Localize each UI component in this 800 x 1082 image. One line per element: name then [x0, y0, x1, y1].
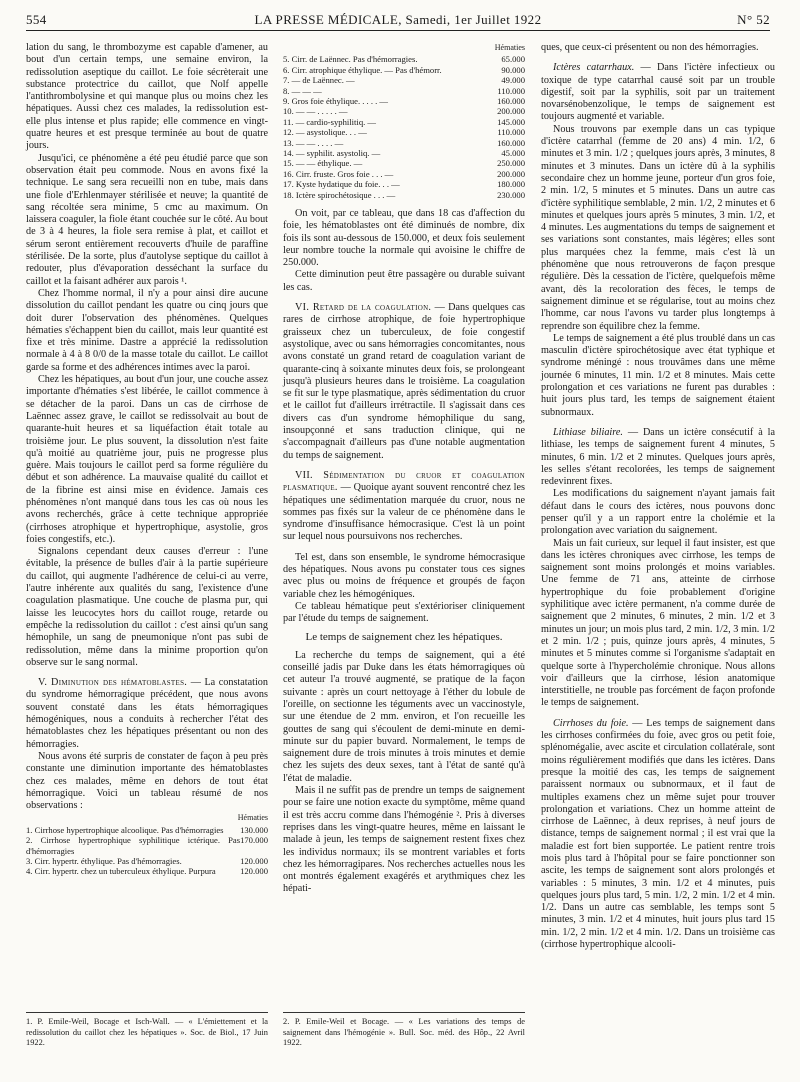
table-cell-value: 110.000 — [497, 127, 525, 138]
table-row — [283, 179, 525, 189]
paragraph-title: Lithiase biliaire. — [553, 426, 623, 438]
table-cell-label: 11. — cardio-syphilitiq. — — [283, 116, 377, 127]
table-cell-value: 49.000 — [501, 75, 525, 86]
table-cell-label: 7. — de Laënnec. — — [283, 75, 355, 86]
table-cell-label: 6. Cirr. atrophique éthylique. — Pas d'hémorr. — [283, 64, 442, 75]
table-cell-value: 130.000 — [240, 824, 268, 835]
table-row — [283, 106, 525, 116]
paragraph: Mais il ne suffit pas de prendre un temps de saignement pour se faire une notion exacte du symptôme, même quand il est très accru comme dans l'hémogénie ². Pris à diverses reprises dans les vingt-quatre heures, même en laissant le malade à jeun, les temps de saignement restent fixes chez les individus normaux; ils se montrent variables et forts chez les hémorragipares. Nos recherches actuelles nous les ont montrés également exagérés et arythmiques chez les hépati- — [283, 785, 525, 895]
paragraph: lation du sang, le thrombozyme est capable d'amener, au bout d'un certain temps, une semaine environ, la redissolution aseptique du caillot. Le foie sécrèterait une substance protectrice du caillot, que Nolf appelle l'antithrombolysine et qui manque plus ou moins chez les hépatiques. Aussi chez ces malades, la redissolution est-elle plus intense et plus rapide; elle commence en vingt-quatre heures et est presque terminée au bout de quatre jours. — [26, 42, 268, 152]
hematoblast-table — [26, 825, 268, 877]
table-cell-label: 8. — — — — [283, 85, 322, 96]
paragraph: Ce tableau hématique peut s'extérioriser cliniquement par l'étude du temps de saignement. — [283, 600, 525, 625]
table-cell-label: 4. Cirr. hypertr. chez un tuberculeux éthylique. Purpura — [26, 866, 216, 877]
paragraph: On voit, par ce tableau, que dans 18 cas d'affection du foie, les hématoblastes ont été diminués de nombre, dix fois ils sont au-dessous de 150.000, et deux fois seulement leur nombre touche la normale qui avoisine le chiffre de 250.000. — [283, 207, 525, 269]
table-cell-label: 17. Kyste hydatique du foie. . . — — [283, 179, 400, 190]
table-cell-label: 16. Cirr. fruste. Gros foie . . . — — [283, 168, 394, 179]
section-paragraph — [283, 302, 525, 462]
footnote: 1. P. Emile-Weil, Bocage et Isch-Wall. — « L'émiettement et la redissolution du caillot chez les hépatiques ». Soc. de Biol., 17 Juin 1922. — [26, 1017, 268, 1047]
table-cell-label: 10. — — . . . . . — — [283, 106, 348, 117]
paragraph — [541, 718, 775, 952]
table-row — [283, 86, 525, 96]
section-title: VI. Retard de la coagulation. — [295, 302, 432, 314]
paragraph: Nous avons été surpris de constater de façon à peu près constante une diminution importante des hématoblastes chez ces malades, même en dehors de tout état hémorragique. Voici un tableau résumé de nos observations : — [26, 750, 268, 812]
paragraph: Cette diminution peut être passagère ou durable suivant les cas. — [283, 269, 525, 293]
paragraph — [541, 427, 775, 488]
paragraph: Chez l'homme normal, il n'y a pour ainsi dire aucune dissolution du caillot pendant les quatre ou cinq jours que doit durer l'observation des phénomènes. Quelques hématies s'échappent bien du caillot, mais leur quantité est fixe et très minime. Dastre a apprécié la redissolution normale à 4 à 8 0/0 de la masse totale du caillot. Le caillot garde sa forme et des adhérences intimes avec la paroi. — [26, 287, 268, 373]
page-number: 554 — [26, 12, 47, 27]
section-text: — Dans quelques cas rares de cirrhose atrophique, de foie hypertrophique graisseux chez un tuberculeux, de foie congestif asystolique, avec ou sans hémorragies concomitantes, nous avons constaté un grand retard de coagulation variant de quarante-cinq à soixante minutes deux fois, se prolongeant jusqu'à plusieurs heures dans le troisième. La coagulation se fit sur le type plasmatique, après sédimentation du cruor et le caillot fut d'ailleurs irrétractile. Il s'agissait dans ces divers cas d'un syndrome hémophilique du sang, insoupçonné et sans traduction clinique, qui ne s'accompagnait d'ailleurs pas d'une notable augmentation du temps de saignement. — [283, 302, 525, 461]
section-title: V. Diminution des hématoblastes. — [38, 677, 188, 689]
paragraph: Tel est, dans son ensemble, le syndrome hémocrasique des hépatiques. Nous avons pu constater tous ces signes avec plus ou moins de fréquence et groupés de façon variable chez les hémogéniques. — [283, 551, 525, 600]
hematoblast-table-continued — [283, 54, 525, 200]
table-row — [283, 148, 525, 158]
header-rule — [26, 30, 770, 31]
table-cell-value: 90.000 — [501, 64, 525, 75]
table-cell-label: 3. Cirr. hypertr. éthylique. Pas d'hémorragies. — [26, 855, 182, 866]
table-row — [26, 825, 268, 835]
table-cell-value: 230.000 — [497, 189, 525, 200]
table-cell-value: 250.000 — [497, 158, 525, 169]
section-paragraph — [26, 677, 268, 751]
table-row — [283, 54, 525, 64]
table-row — [283, 158, 525, 168]
publication-title: LA PRESSE MÉDICALE, Samedi, 1er Juillet 1922 — [254, 12, 542, 27]
issue-number: N° 52 — [737, 12, 770, 27]
table-cell-label: 9. Gros foie éthylique. . . . . — — [283, 95, 389, 106]
footnote-1-box — [26, 1006, 268, 1048]
paragraph: Jusqu'ici, ce phénomène a été peu étudié parce que son observation était peu commode. Nous en avons fixé la technique. Le sang sera recueilli non en tube, mais dans une fiole d'Erhlenmayer stérilisée et neuve; la quantité de sang récoltée sera minime, 5 cmc au maximum. On laissera coaguler, la fiole étant couchée sur le côté. Au bout de 3 à 4 heures, la fiole sera remise à plat, et caillot et sérum seront entièrement recouverts d'huile de paraffine stérilisée. De la sorte, plus d'autolyse septique du caillot à redouter, plus d'évaporation desséchant la surface du caillot et la faisant adhérer aux parois ¹. — [26, 152, 268, 287]
table-cell-value: 200.000 — [497, 168, 525, 179]
table-row — [26, 856, 268, 866]
table-cell-label: 1. Cirrhose hypertrophique alcoolique. Pas d'hémorragies — [26, 824, 224, 835]
paragraph: Mais un fait curieux, sur lequel il faut insister, est que dans les ictères chroniques avec cirrhose, les temps de saignement sont moins prolongés et moins variables. Une femme de 71 ans, atteinte de cirrhose hypertrophique du foie probablement d'origine syphilitique avec ictère permanent, n'a comme durée de saignement que 2 minutes, 6 minutes, 2 min. 1/2 et 3 minutes un jour; un mois plus tard, 2 min. 1/2, 3 min. 1/2 et 2 min. 1/2 ; puis, quinze jours après, 4 minutes, 5 minutes et 5 minutes comme si l'organisme s'adaptait en quelque sorte à l'hypercholémie chronique. Nous allons voir d'ailleurs que la cirrhose, lésion anatomique interstitielle, ne trouble pas forcément de façon profonde le temps de saignement. — [541, 537, 775, 709]
table-row — [283, 169, 525, 179]
table-cell-label: 2. Cirrhose hypertrophique syphilitique ictérique. Pas d'hémorragies — [26, 835, 241, 856]
section-paragraph — [283, 470, 525, 544]
table-cell-label: 14. — syphilit. asystoliq. — — [283, 147, 381, 158]
table-row — [283, 127, 525, 137]
table-cell-value: 65.000 — [501, 54, 525, 65]
section-text: — La constatation du syndrome hémorragique précédent, que nous avons souvent constaté dans les états hémorragiques hémogéniques, nous a conduits à rechercher l'état des hématoblastes chez les hépatiques présentant ou non des hémorragies. — [26, 677, 268, 750]
paragraph: Les modifications du saignement n'ayant jamais fait défaut dans le cours des ictères, nous pouvons donc penser qu'il y a un rapport entre la cholémie et la prolongation avec variation du saignement. — [541, 488, 775, 537]
paragraph: Chez les hépatiques, au bout d'un jour, une couche assez importante d'hématies s'est libérée, le caillot commence à se détacher de la paroi. Dans un cas de cirrhose de Laënnec assez grave, le caillot se redissolvait au bout de quarante-huit heures et sa liquéfaction était totale au troisième jour. Le plus souvent, la dissolution n'est faite qu'à moitié au quatrième jour, puis ne progresse plus guère. Mais toujours le caillot perd sa forme régulière du début et son adhérence. La mauvaise qualité du caillot et de la fibrine est ainsi mise en évidence. Jamais ces phénomènes n'ont manqué dans tous les cas où nous les avons recherchés, grâce à cette technique appropriée (cirrhoses atrophique et hypertrophique, asystolie, gros foies congestifs, etc.). — [26, 374, 268, 545]
table-cell-value: 120.000 — [240, 866, 268, 877]
section-text: — Quoique ayant souvent rencontré chez les hépatiques une sédimentation marquée du cruor, nous ne sommes pas fixés sur la valeur de ce phénomène dans le syndrome d'insuffisance hémocrasique. C'est là un point sur lequel nous poursuivons nos recherches. — [283, 482, 525, 543]
paragraph: Nous trouvons par exemple dans un cas typique d'ictère catarrhal (femme de 20 ans) 4 min. 1/2, 6 minutes et 3 min. 1/2 ; quelques jours après, 3 minutes, 8 minutes et 3 minutes. Dans un ictère dû à la syphilis secondaire chez un homme jeune, porteur d'un gros foie, 2 min. 1/2, 5 minutes et 5 minutes. Dans un autre cas d'ictère syphilitique semblable, 2 min. 1/2, 2 minutes et 6 minutes et quelques jours après 5 minutes, 3 min. 1/2, et 4 minutes. Les augmentations du temps de saignement et ses variations sont constantes, mais légères; elles sont plus marquées chez la femme, mais c'est là un phénomène que nous retrouverons de façon presque régulière. Dès la cessation de l'ictère, quelquefois même avant, dès la recoloration des fèces, le temps de saignement diminue et se régularise, tout au moins chez l'homme, car nous l'avons vu tarder plus longtemps à reprendre son équilibre chez la femme. — [541, 123, 775, 332]
paragraph: ques, que ceux-ci présentent ou non des hémorragies. — [541, 42, 759, 53]
table-cell-value: 120.000 — [240, 855, 268, 866]
table-row — [283, 117, 525, 127]
paragraph-text: — Les temps de saignement dans les cirrhoses confirmées du foie, avec gros ou petit foie, splénomégalie, avec ascite et circulation collatérale, sont moins régulièrement modifiés que dans les ictères. Dans presque la moitié des cas, les temps de saignement paraissent normaux ou subnormaux, et il faut de multiples examens chez un même sujet pour trouver prolongation et variations. Chez un homme atteint de cirrhose de Laënnec, à deux reprises, à neuf jours de distance, temps de saignement normal ; il est vrai que la maladie est fort bien supportée. Le patient rentre trois mois plus tard à l'hôpital pour se faire ponctionner son ascite, les temps de saignement sont alors prolongés et variables : 5 minutes, 3 min. 1/2 et 4 minutes, puis quelques jours plus tard, 5 min. 1/2, 2 min. 1/2 et 4 min. 1/2. Dans un autre cas semblable, les temps sont 5 minutes, 3 min. 1/2 et 4 minutes, huit jours plus tard 15 min. 1/2, 2 min. 1/2 et 4 min. 1/2. Dans un troisième cas (cirrhose hypertrophique alcooli- — [541, 717, 775, 951]
table-row — [26, 866, 268, 876]
footnote: 2. P. Emile-Weil et Bocage. — « Les variations des temps de saignement dans l'hémogénie ». Bull. Soc. méd. des Hôp., 22 Avril 1922. — [283, 1017, 525, 1047]
paragraph-title: Ictères catarrhaux. — [553, 62, 635, 74]
table-cell-value: 160.000 — [497, 95, 525, 106]
table-cell-value: 110.000 — [497, 85, 525, 96]
table-row — [283, 65, 525, 75]
table-cell-label: 13. — — . . . . — — [283, 137, 344, 148]
paragraph: Signalons cependant deux causes d'erreur : l'une évitable, la présence de bulles d'air à la partie supérieure du caillot, qui augmente l'adhérence de celui-ci au verre, l'autre inhérente aux qualités du sang, l'existence d'une coagulation plasmatique. Une couche de plasma pur, qui laisse les leucocytes hors du caillot rouge, retarde ou empêche la redissolution du caillot : c'est ainsi qu'un sang hémophile, un sang de pneumonique n'ont pas subi de redissolution, même dans la minime proportion qu'on observe sur le sang normal. — [26, 546, 268, 668]
table-cell-value: 180.000 — [497, 179, 525, 190]
paragraph: La recherche du temps de saignement, qui a été conseillé jadis par Duke dans les états hémorragiques où cet auteur l'a trouvé augmenté, se pratique de la façon suivante : après un court nettoyage à l'éther du lobule de l'oreille, on sectionne les téguments avec un vaccinostyle, sur une étendue de 2 mm. environ, et l'on recueille les gouttes de sang qui s'écoulent de demi-minute en demi-minute sur du papier buvard. Normalement, le temps de saignement dure de trois minutes à trois minutes et demie chez les sujets des deux sexes, tant à l'état de santé qu'à l'état de maladie. — [283, 649, 525, 784]
table-row — [283, 190, 525, 200]
paragraph: Le temps de saignement a été plus troublé dans un cas masculin d'ictère spirochétosique avec état typhique et syndrome méningé : nous trouvâmes dans une même journée 6 minutes, 11 min. 1/2 et 8 minutes. Mais cette prolongation et ces variations ne furent pas durables : huit jours plus tard, les temps de saignement étaient subnormaux. — [541, 332, 775, 418]
table-caption: Hématies — [494, 43, 525, 52]
table-row — [26, 835, 268, 856]
table-cell-label: 5. Cirr. de Laënnec. Pas d'hémorragies. — [283, 54, 418, 65]
column-1 — [26, 42, 268, 877]
paragraph-title: Cirrhoses du foie. — [553, 717, 629, 729]
column-2 — [283, 42, 525, 896]
table-row — [283, 138, 525, 148]
column-3 — [541, 42, 775, 951]
table-cell-value: 200.000 — [497, 106, 525, 117]
table-cell-value: 45.000 — [501, 147, 525, 158]
paragraph — [541, 62, 775, 123]
table-cell-value: 145.000 — [497, 116, 525, 127]
table-cell-label: 18. Ictère spirochétosique . . . — — [283, 189, 396, 200]
paragraph-text: — Dans un ictère consécutif à la lithiase, les temps de saignement furent 4 minutes, 5 minutes, 6 min. 1/2 et 2 minutes. Quelques jours après, les selles s'étant recolorées, les temps de saignement redevinrent fixes. — [541, 426, 776, 488]
table-cell-label: 15. — — éthylique. — — [283, 158, 363, 169]
table-row — [283, 96, 525, 106]
section-title: VII. Sédimentation du cruor et coagulation plasmatique. — [283, 469, 525, 494]
subheading: Le temps de saignement chez les hépatiques. — [305, 631, 503, 644]
page-header — [26, 8, 770, 28]
table-cell-value: 160.000 — [497, 137, 525, 148]
table-cell-value: 170.000 — [240, 835, 268, 846]
table-caption: Hématies — [237, 813, 268, 823]
footnote-2-box — [283, 1006, 525, 1048]
table-row — [283, 75, 525, 85]
paragraph-text: — Dans l'ictère infectieux ou toxique de type catarrhal causé soit par un trouble digestif, soit par la syphilis, soit par un traitement novarsénobenzolique, le temps de saignement est toujours augmenté et variable. — [541, 62, 775, 123]
table-cell-label: 12. — asystolique. . . — — [283, 127, 367, 138]
